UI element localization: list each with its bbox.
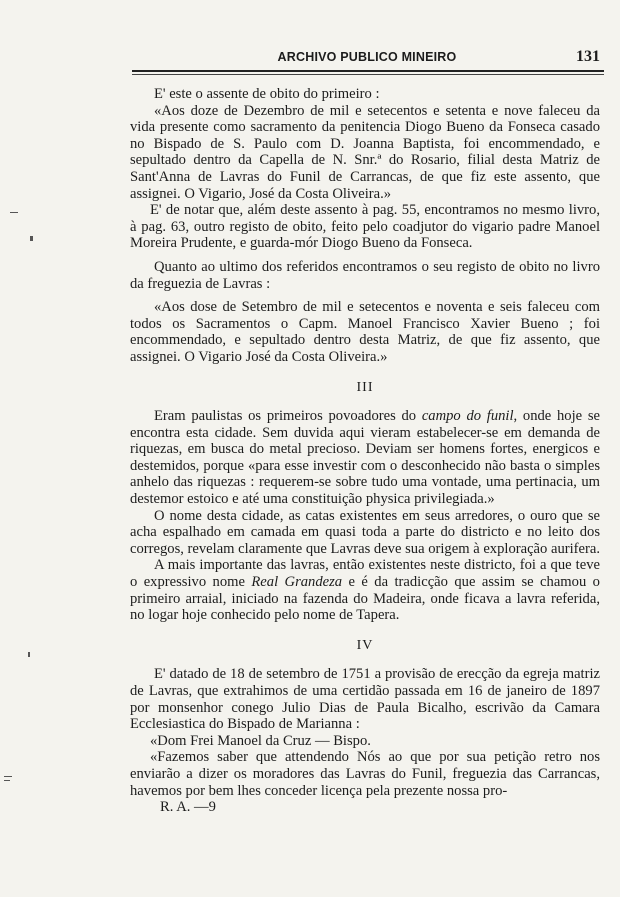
quotation: «Aos doze de Dezembro de mil e setecentos e setenta e nove faleceu da vida presente como sacramento da penitencia Diogo Bueno da Fonseca casado no Bispado de S. Paulo com D. Joanna Baptista, foi encommendado, e sepultado dentro da Capella de N. Snr.ª do Rosario, filial desta Matriz de Sant'Anna de Lavras do Funil de Carrancas, de que fiz este assento, que assignei. O Vigario, José da Costa Oliveira.» (130, 102, 600, 202)
running-header (132, 48, 602, 70)
paragraph: E' de notar que, além deste assento à pag. 55, encontramos no mesmo livro, à pag. 63, outro registo de obito, feito pelo coadjutor do vigario padre Manoel Moreira Prudente, e guarda-mór Diogo Bueno da Fonseca. (130, 202, 600, 252)
paragraph (130, 408, 600, 508)
paragraph: O nome desta cidade, as catas existentes em seus arredores, o ouro que se acha espalhado em camada em quasi toda a parte do districto e no leito dos corregos, revelam claramente que Lavras deve sua origem à exploração aurifera. (130, 507, 600, 557)
italic-term: Real Grandeza (251, 574, 343, 591)
margin-mark (28, 652, 30, 657)
paragraph: E' datado de 18 de setembro de 1751 a provisão de erecção da egreja matriz de Lavras, que extrahimos de uma certidão passada em 16 de janeiro de 1897 por monsenhor conego Julio Dias de Paula Bicalho, escrivão da Camara Ecclesiastica do Bispado de Marianna : (130, 666, 600, 733)
header-rule-thin (132, 74, 604, 75)
quotation: «Fazemos saber que attendendo Nós ao que por sua petição retro nos enviarão a dizer os moradores das Lavras do Funil, freguezia das Carrancas, havemos por bem lhes conceder licença pela prezente nossa pro- (130, 749, 600, 799)
text-run: A mais importante das lavras, então existentes neste districto, foi a que teve o expressivo nome (130, 557, 600, 591)
section-heading: IV (356, 637, 374, 653)
quotation: «Dom Frei Manoel da Cruz — Bispo. (150, 732, 371, 749)
margin-mark (10, 212, 18, 213)
text-run: e é da tradicção que assim se chamou o primeiro arraial, iniciado na fazenda do Madeira, onde ficava a lavra referida, no logar hoje conhecido pelo nome de Tapera. (130, 574, 600, 624)
margin-mark (4, 776, 12, 777)
body-text (130, 86, 600, 816)
margin-mark (30, 236, 33, 241)
paragraph: E' este o assente de obito do primeiro : (154, 86, 380, 102)
text-run: , onde hoje se encontra esta cidade. Sem duvida aqui vieram estabelecer-se em demanda de riquezas, em busca do metal precioso. Deviam ser homens fortes, energicos e destemidos, porque «para esse investir com o desconhecido não basta o simples anhelo das riquezas : requerem-se sobre tudo uma vontade, uma pertinacia, um destemor estoico e até uma constituição physica privilegiada.» (130, 408, 601, 508)
paragraph (130, 557, 600, 623)
paragraph: Quanto ao ultimo dos referidos encontramos o seu registo de obito no livro da freguezia de Lavras : (130, 258, 600, 292)
header-title: ARCHIVO PUBLICO MINEIRO (277, 50, 457, 64)
section-heading: III (356, 379, 374, 395)
header-rule (132, 70, 604, 72)
signature-mark: R. A. —9 (160, 799, 216, 816)
page-number: 131 (576, 48, 600, 65)
margin-mark (4, 780, 10, 781)
italic-term: campo do funil (421, 408, 514, 425)
text-run: Eram paulistas os primeiros povoadores do (154, 408, 422, 425)
quotation: «Aos dose de Setembro de mil e setecentos e noventa e seis faleceu com todos os Sacramentos o Capm. Manoel Francisco Xavier Bueno ; foi encommendado, e sepultado dentro desta Matriz, de que fiz assento, que assignei. O Vigario José da Costa Oliveira.» (130, 299, 600, 365)
